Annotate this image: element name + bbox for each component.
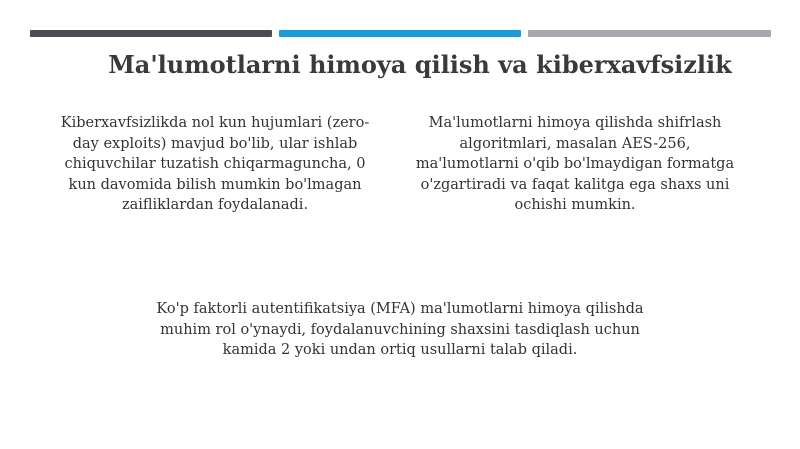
slide-title: Ma'lumotlarni himoya qilish va kiberxavfsizlik xyxy=(108,50,732,79)
accent-bar-dark xyxy=(30,30,272,37)
text-block-zero-day: Kiberxavfsizlikda nol kun hujumlari (zero-day exploits) mavjud bo'lib, ular ishlab chiquvchilar tuzatish chiqarmaguncha, 0 kun davomida bilish mumkin bo'lmagan zaifliklardan foydalanadi. xyxy=(60,115,370,213)
text-block-mfa: Ko'p faktorli autentifikatsiya (MFA) ma'lumotlarni himoya qilishda muhim rol o'ynaydi, foydalanuvchining shaxsini tasdiqlash uchun kamida 2 yoki undan ortiq usullarni talab qiladi. xyxy=(156,301,644,358)
text-block-encryption: Ma'lumotlarni himoya qilishda shifrlash algoritmlari, masalan AES-256, ma'lumotlarni o'qib bo'lmaydigan formatga o'zgartiradi va faqat kalitga ega shaxs uni ochishi mumkin. xyxy=(415,115,735,213)
accent-bar-gray xyxy=(528,30,771,37)
accent-bar-blue xyxy=(279,30,521,37)
